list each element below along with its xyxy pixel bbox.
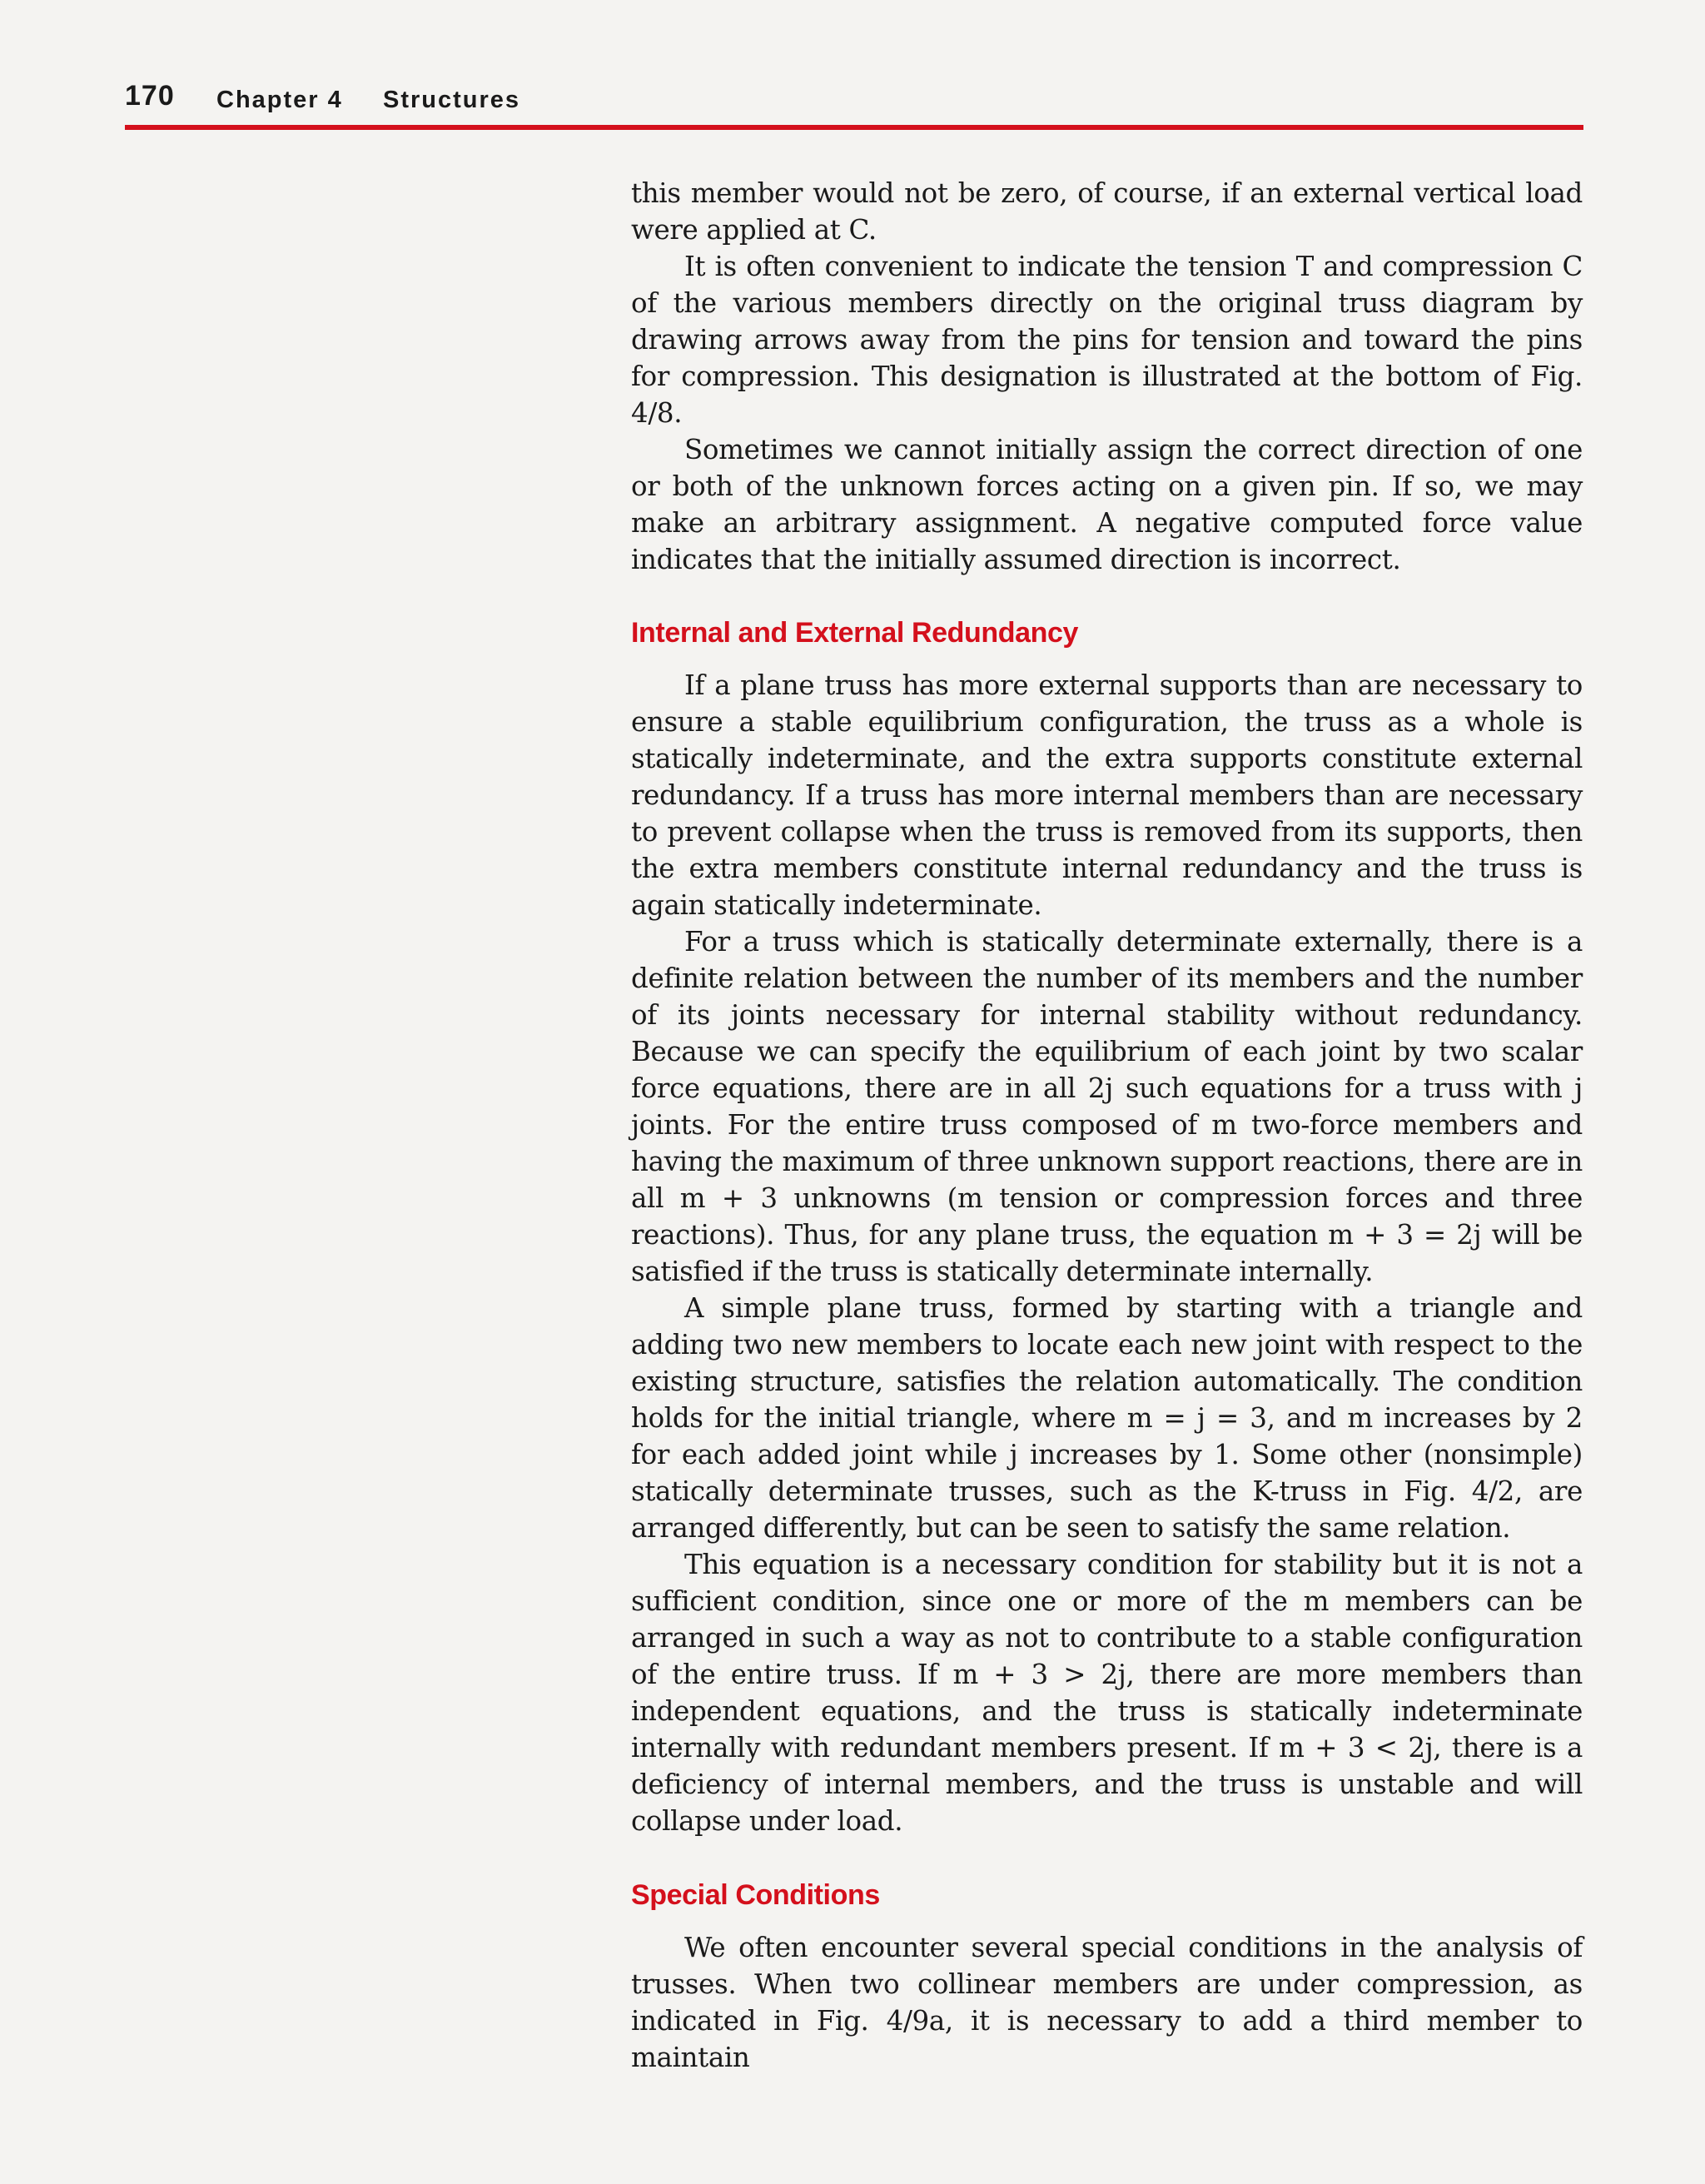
paragraph: If a plane truss has more external supports than are necessary to ensure a stable equilibrium configuration, the truss as a whole is statically indeterminate, and the extra supports constitute external redundancy. If a truss has more internal members than are necessary to prevent collapse when the truss is removed from its supports, then the extra members constitute internal redundancy and the truss is again statically indeterminate. [631, 669, 1583, 921]
section-heading: Special Conditions [631, 1879, 880, 1911]
header-rule [125, 125, 1583, 130]
body-text [631, 175, 1583, 2076]
page-header [125, 80, 1582, 113]
paragraph: For a truss which is statically determinate externally, there is a definite relation between the number of its members and the number of its joints necessary for internal stability without redundancy. Because we can specify the equilibrium of each joint by two scalar force equations, there are in all 2j such equations for a truss with j joints. For the entire truss composed of m two-force members and having the maximum of three unknown support reactions, there are in all m + 3 unknowns (m tension or compression forces and three reactions). Thus, for any plane truss, the equation m + 3 = 2j will be satisfied if the truss is statically determinate internally. [631, 926, 1583, 1287]
section-heading: Internal and External Redundancy [631, 617, 1078, 649]
paragraph: We often encounter several special conditions in the analysis of trusses. When two collinear members are under compression, as indicated in Fig. 4/9a, it is necessary to add a third member to maintain [631, 1932, 1583, 2073]
paragraph: It is often convenient to indicate the tension T and compression C of the various members directly on the original truss diagram by drawing arrows away from the pins for tension and toward the pins for compression. This designation is illustrated at the bottom of Fig. 4/8. [631, 251, 1583, 429]
chapter-title: Structures [383, 87, 521, 113]
paragraph: this member would not be zero, of course, if an external vertical load were applied at C. [631, 177, 1583, 246]
paragraph: Sometimes we cannot initially assign the correct direction of one or both of the unknown forces acting on a given pin. If so, we may make an arbitrary assignment. A negative computed force value indicates that the initially assumed direction is incorrect. [631, 434, 1583, 575]
chapter-label: Chapter 4 [216, 87, 343, 113]
paragraph: This equation is a necessary condition for stability but it is not a sufficient condition, since one or more of the m members can be arranged in such a way as not to contribute to a stable configuration of the entire truss. If m + 3 > 2j, there are more members than independent equations, and the truss is statically indeterminate internally with redundant members present. If m + 3 < 2j, there is a deficiency of internal members, and the truss is unstable and will collapse under load. [631, 1549, 1583, 1837]
paragraph: A simple plane truss, formed by starting with a triangle and adding two new members to locate each new joint with respect to the existing structure, satisfies the relation automatically. The condition holds for the initial triangle, where m = j = 3, and m increases by 2 for each added joint while j increases by 1. Some other (nonsimple) statically determinate trusses, such as the K-truss in Fig. 4/2, are arranged differently, but can be seen to satisfy the same relation. [631, 1292, 1583, 1544]
page-number: 170 [125, 80, 175, 112]
